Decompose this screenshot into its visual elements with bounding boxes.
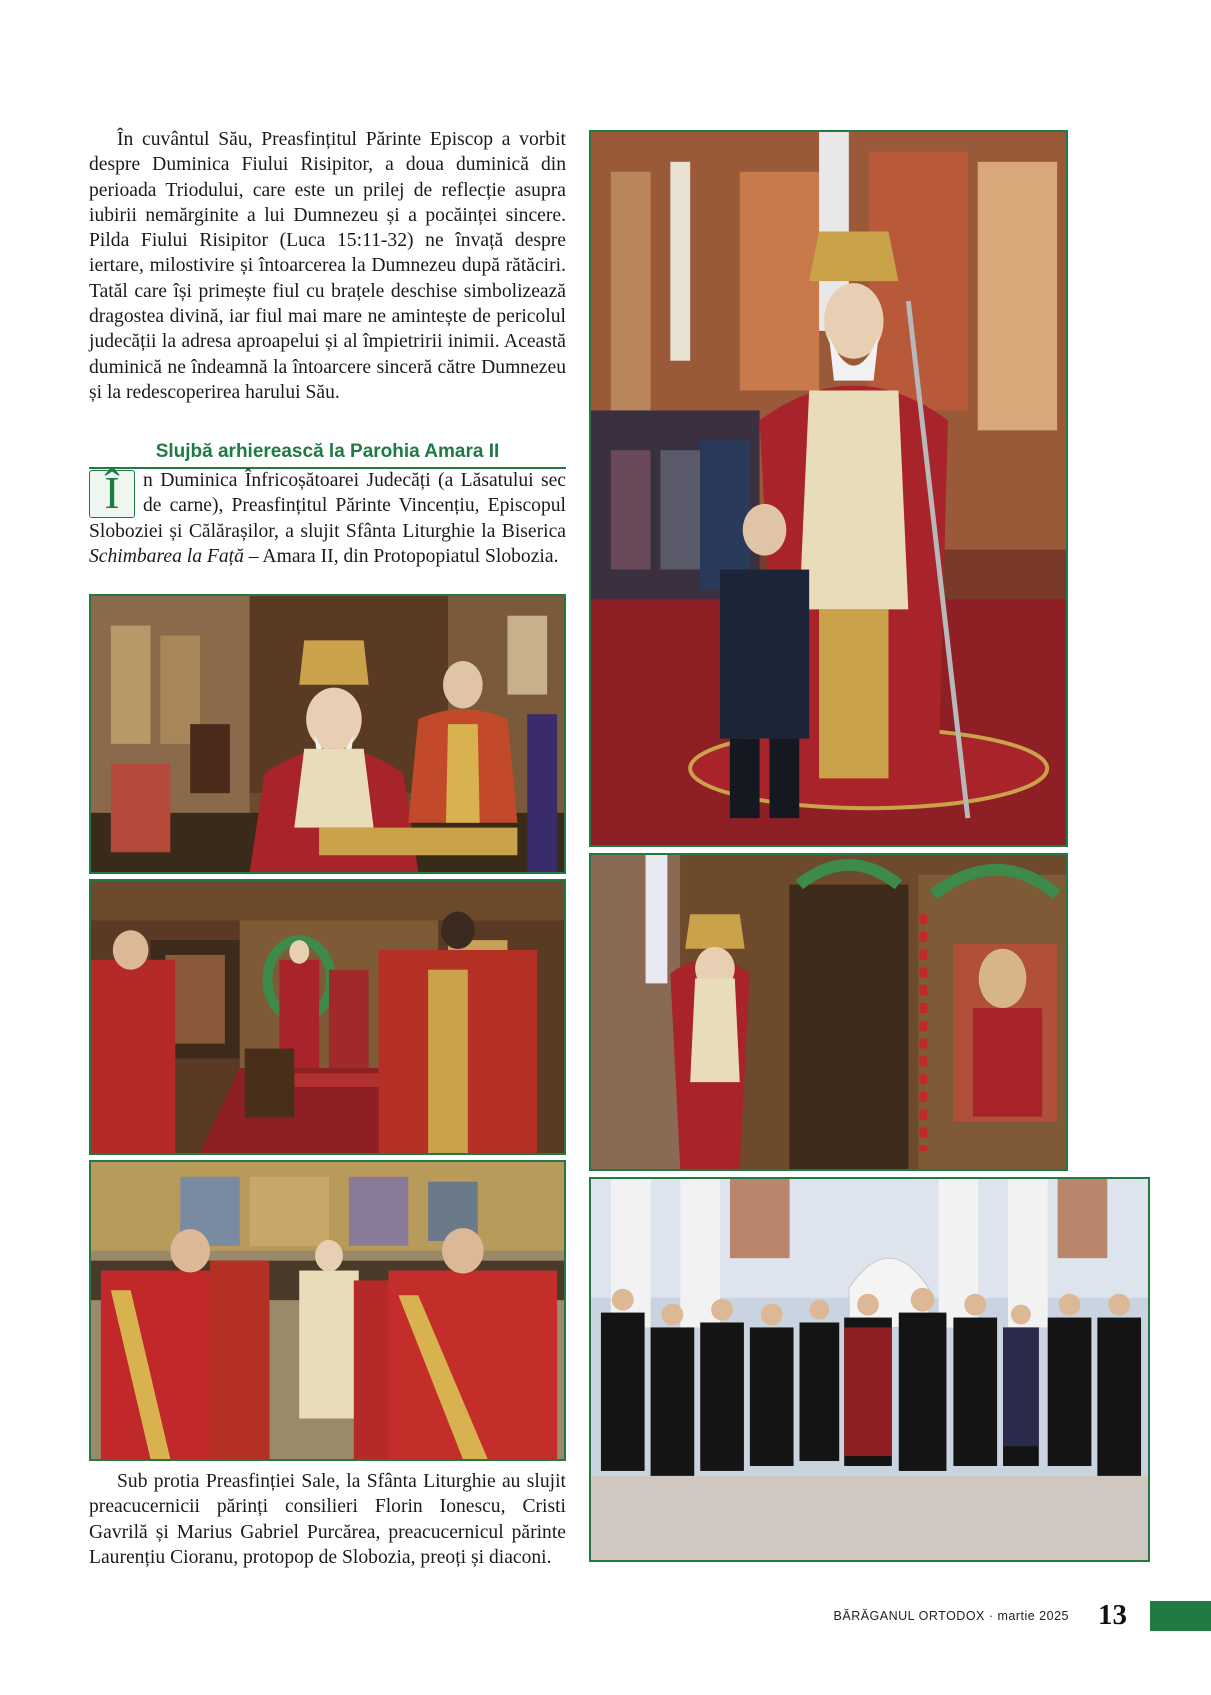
photo-bishop-iconostasis: [589, 853, 1068, 1171]
clergy-paragraph: Sub protia Preasfinției Sale, la Sfânta Liturghie au slujit preacucernicii părinți consilieri Florin Ionescu, Cristi Gavrilă și Marius Gabriel Purcărea, preacucernicul părinte Laurențiu Cioranu, protopop de Slobozia, preoți și diaconi.: [89, 1471, 566, 1568]
photo-bishop-at-altar: [89, 594, 566, 874]
church-name: Schimbarea la Față: [89, 545, 244, 567]
page-number: 13: [1098, 1599, 1127, 1631]
drop-cap: Î: [89, 470, 135, 518]
photo-group-outside-church: [589, 1177, 1150, 1562]
page-footer: [0, 1597, 1211, 1637]
section-heading: Slujbă arhierească la Parohia Amara II: [89, 437, 566, 469]
photo-clergy-procession: [89, 879, 566, 1155]
service-paragraph: Î n Duminica Înfricoșătoarei Judecăți (a Lăsatului sec de carne), Preasfințitul Părinte Vincențiu, Episcopul Sloboziei și Călărașilor, a slujit Sfânta Liturghie la Biserica Schimbarea la Față – Amara II, din Protopopiatul Slobozia.: [89, 467, 566, 567]
intro-paragraph: În cuvântul Său, Preasfințitul Părinte Episcop a vorbit despre Duminica Fiului Risipitor, a doua duminică din perioada Triodului, care este un prilej de reflecție asupra iubirii nemărginite a lui Dumnezeu și a pocăinței sincere. Pilda Fiului Risipitor (Luca 15:11-32) ne învață despre iertare, milostivire și întoarcerea la Dumnezeu după rătăciri. Tatăl care își primește fiul cu brațele deschise simbolizează dragostea divină, iar fiul mai mare ne amintește de pericolul judecății la adresa aproapelui și al împietririi inimii. Această duminică ne îndeamnă la întoarcere sinceră către Dumnezeu și la redescoperirea harului Său.: [89, 129, 566, 403]
publication-name: BĂRĂGANUL ORTODOX · martie 2025: [833, 1609, 1069, 1623]
page-tab-marker: [1150, 1601, 1211, 1631]
photo-deacons-orarion: [89, 1160, 566, 1461]
photo-bishop-with-child: [589, 130, 1068, 847]
